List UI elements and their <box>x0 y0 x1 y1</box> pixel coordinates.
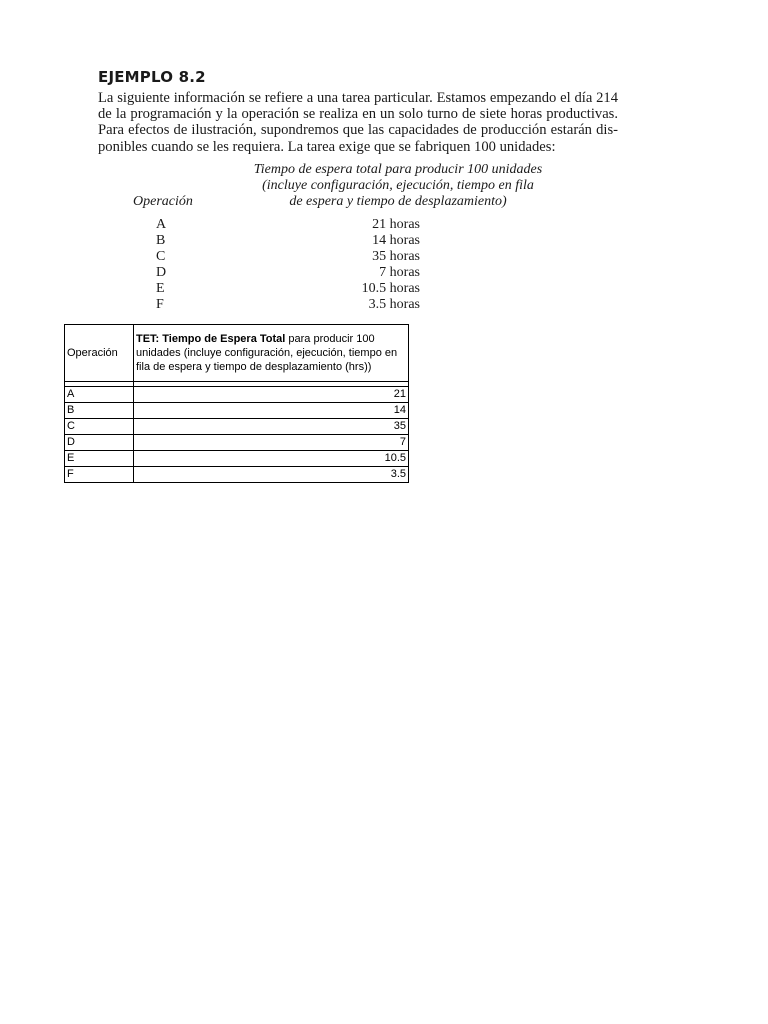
tet-value-cell: 35 <box>134 419 409 435</box>
tet-op-cell: E <box>65 451 134 467</box>
tet-op-header: Operación <box>65 325 134 382</box>
book-column-header-line: Tiempo de espera total para producir 100 unidades <box>253 162 543 177</box>
tet-value-cell: 7 <box>134 435 409 451</box>
table-row <box>65 403 409 419</box>
tet-value-cell: 21 <box>134 387 409 403</box>
book-row-op: E <box>156 281 165 296</box>
tet-table <box>64 324 409 483</box>
tet-header-rest: para producir 100 unidades (incluye configuración, ejecución, tiempo en fila de espera y tiempo de desplazamiento (hrs)) <box>136 333 398 373</box>
tet-header-row <box>65 325 409 382</box>
table-row <box>65 435 409 451</box>
book-row-op: B <box>156 233 166 248</box>
book-column-header-line: de espera y tiempo de desplazamiento) <box>289 194 507 209</box>
book-row-value: 3.5 horas <box>368 297 420 312</box>
tet-op-cell: F <box>65 467 134 483</box>
table-row <box>65 451 409 467</box>
book-operation-header: Operación <box>133 194 193 209</box>
tet-header-bold: TET: Tiempo de Espera Total <box>136 333 286 345</box>
paragraph-line: de la programación y la operación se realiza en un solo turno de siete horas productivas. <box>98 106 618 123</box>
table-row <box>65 387 409 403</box>
book-row-value: 21 horas <box>372 217 420 232</box>
book-row-value: 10.5 horas <box>361 281 420 296</box>
book-row-value: 14 horas <box>372 233 420 248</box>
tet-value-header <box>134 325 409 382</box>
intro-paragraph <box>98 90 618 155</box>
book-row-op: D <box>156 265 167 280</box>
tet-op-cell: A <box>65 387 134 403</box>
paragraph-line: ponibles cuando se les requiera. La tarea exige que se fabriquen 100 unidades: <box>98 138 556 155</box>
paragraph-line: Para efectos de ilustración, supondremos que las capacidades de producción estarán dis- <box>98 122 618 139</box>
table-row <box>65 419 409 435</box>
book-row-op: C <box>156 249 166 264</box>
tet-op-cell: D <box>65 435 134 451</box>
book-column-header-line: (incluye configuración, ejecución, tiempo en fila <box>262 178 534 193</box>
book-row-value: 7 horas <box>379 265 420 280</box>
book-row-op: F <box>156 297 164 312</box>
tet-op-cell: B <box>65 403 134 419</box>
tet-op-cell: C <box>65 419 134 435</box>
book-row-op: A <box>156 217 167 232</box>
table-row <box>65 467 409 483</box>
tet-value-cell: 14 <box>134 403 409 419</box>
paragraph-line: La siguiente información se refiere a una tarea particular. Estamos empezando el día 214 <box>98 90 618 106</box>
example-heading: EJEMPLO 8.2 <box>98 68 206 86</box>
tet-value-cell: 3.5 <box>134 467 409 483</box>
book-row-value: 35 horas <box>372 249 420 264</box>
tet-value-cell: 10.5 <box>134 451 409 467</box>
